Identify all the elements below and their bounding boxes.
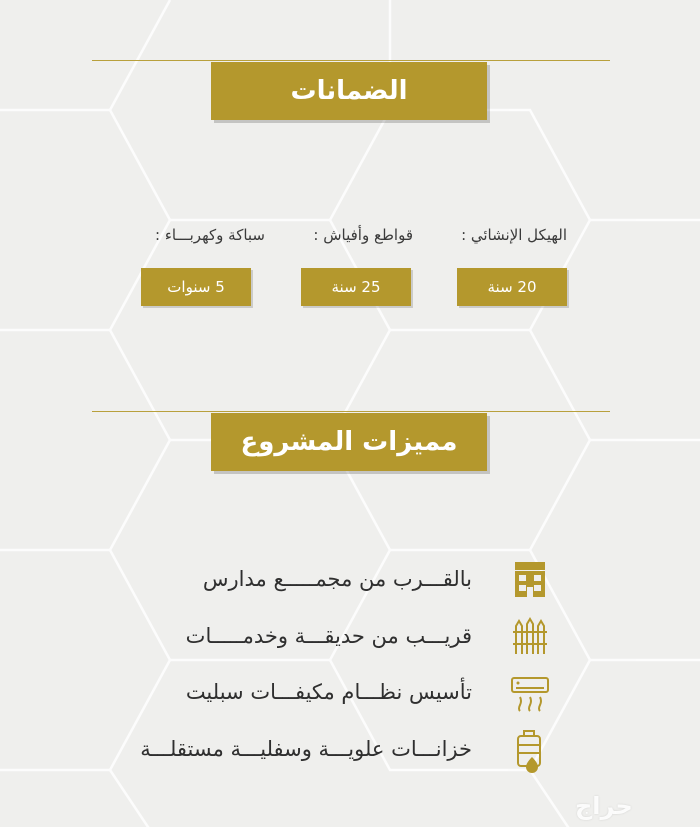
warranty-value-switches: 25 سنة bbox=[301, 268, 411, 306]
features-title: مميزات المشروع bbox=[211, 413, 487, 471]
feature-text: بالقـــرب من مجمـــــع مدارس bbox=[202, 567, 472, 591]
warranty-label-structure: الهيكل الإنشائي : bbox=[461, 226, 567, 244]
haraj-watermark: حراج bbox=[575, 792, 633, 820]
feature-item bbox=[120, 725, 560, 773]
warranty-value-plumbing: 5 سنوات bbox=[141, 268, 251, 306]
water-tank-icon bbox=[510, 725, 550, 773]
feature-item bbox=[120, 612, 560, 660]
warranty-label-switches: قواطع وأفياش : bbox=[313, 226, 413, 244]
feature-text: خزانـــات علويـــة وسفليـــة مستقلـــة bbox=[140, 737, 472, 761]
warranties-title: الضمانات bbox=[211, 62, 487, 120]
warranties-top-rule bbox=[92, 60, 610, 61]
air-conditioner-icon bbox=[510, 672, 550, 712]
school-building-icon bbox=[510, 559, 550, 599]
feature-item bbox=[120, 555, 560, 603]
park-fence-icon bbox=[510, 616, 550, 656]
feature-text: قريـــب من حديقـــة وخدمـــــات bbox=[185, 624, 472, 648]
features-top-rule bbox=[92, 411, 610, 412]
feature-text: تأسيس نظـــام مكيفـــات سبليت bbox=[185, 680, 472, 704]
warranty-value-structure: 20 سنة bbox=[457, 268, 567, 306]
feature-item bbox=[120, 668, 560, 716]
warranty-label-plumbing: سباكة وكهربـــاء : bbox=[155, 226, 265, 244]
